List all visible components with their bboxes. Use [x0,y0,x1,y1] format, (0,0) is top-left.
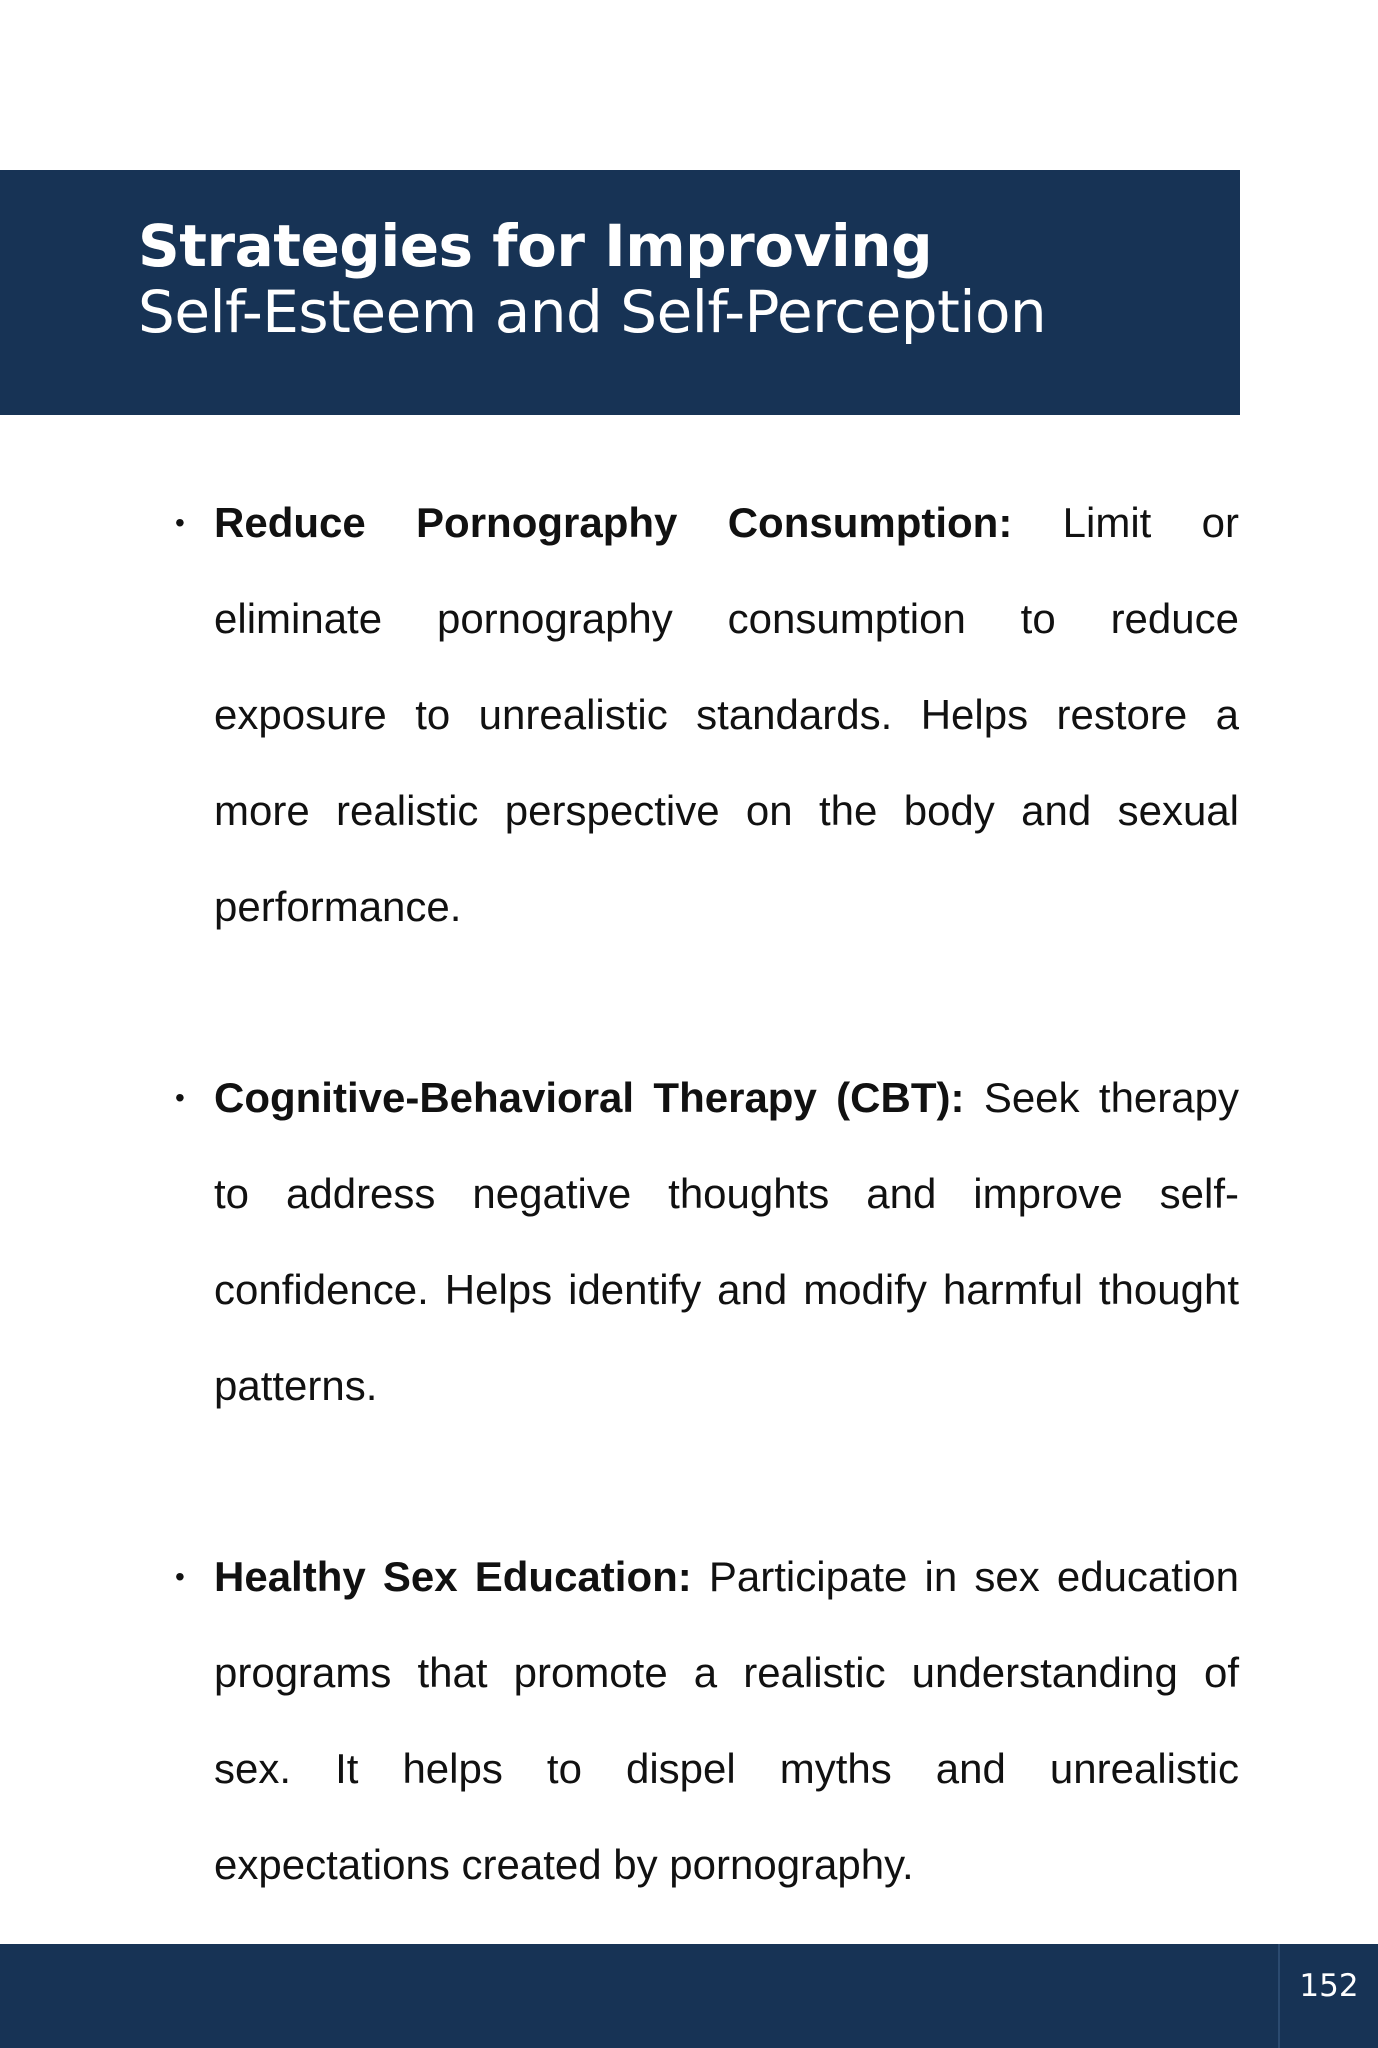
list-item-body: Seek therapy to address negative thoughts and improve self-confidence. Helps identify and modify harmful thought patterns. [214,1074,1239,1409]
bullet-icon: • [175,1561,185,1592]
page-title-line-2: Self-Esteem and Self-Perception [138,278,1047,346]
list-item-body: Limit or eliminate pornography consumption to reduce exposure to unrealistic standards. Helps restore a more realistic perspective on the body and sexual performance. [214,499,1239,930]
bullet-icon: • [175,507,185,538]
page-title-line-1: Strategies for Improving [138,212,933,280]
list-item-text [214,1529,1239,1913]
list-item-title: Cognitive-Behavioral Therapy (CBT): [214,1074,965,1121]
list-item-title: Healthy Sex Education: [214,1553,692,1600]
footer-bar [0,1944,1378,2048]
page-number: 152 [1299,1968,1359,2004]
bullet-icon: • [175,1082,185,1113]
list-item-title: Reduce Pornography Consumption: [214,499,1013,546]
list-item-body: Participate in sex education programs that promote a realistic understanding of sex. It helps to dispel myths and unrealistic expectations created by pornography. [214,1553,1239,1888]
list-item-text [214,475,1239,955]
list-item-text [214,1050,1239,1434]
